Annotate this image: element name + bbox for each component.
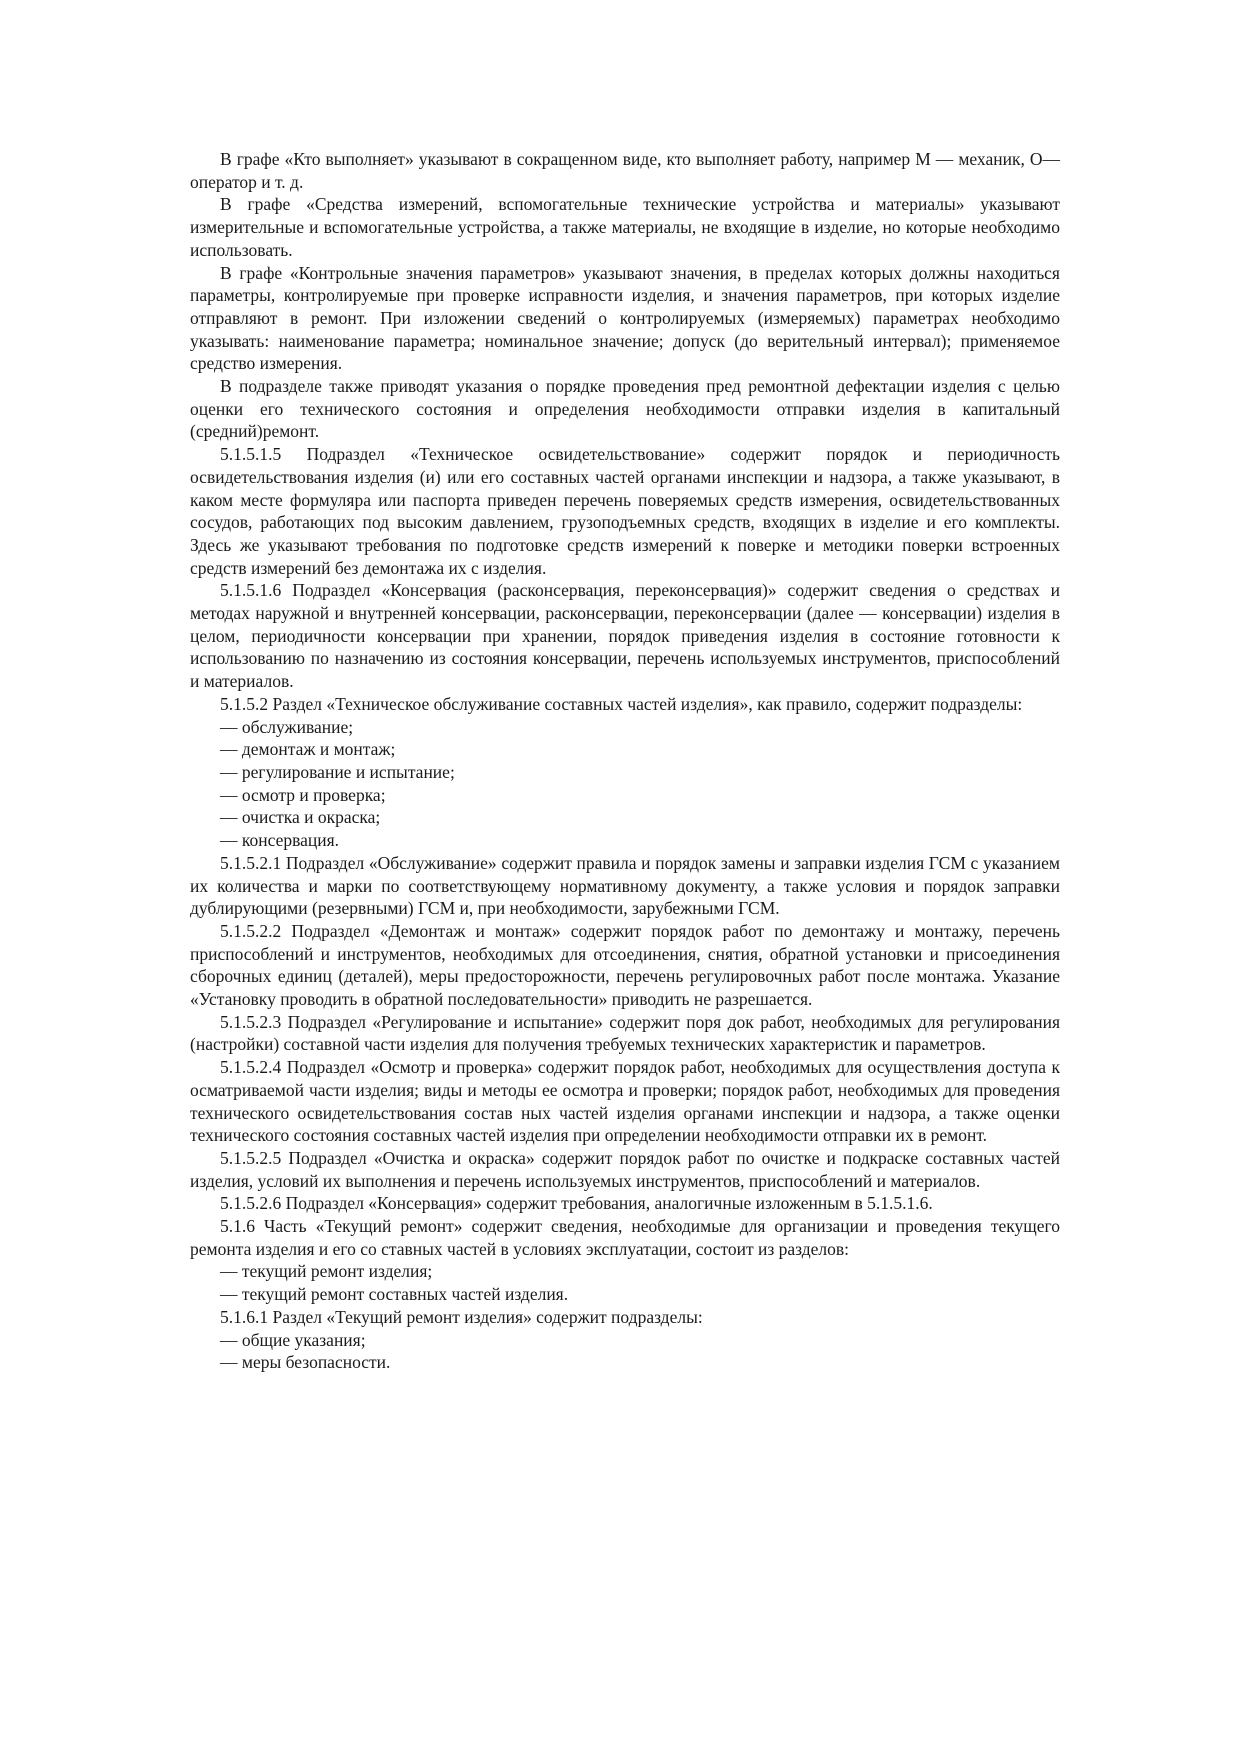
document-page [190, 148, 1060, 1374]
paragraph-who-performs: В графе «Кто выполняет» указывают в сокращенном виде, кто выполняет работу, например М — механик, О— оператор и т. д. [190, 149, 1060, 192]
list-item: — очистка и окраска; [220, 807, 381, 828]
paragraph-5-1-5-2-6: 5.1.5.2.6 Подраздел «Консервация» содержит требования, аналогичные изложенным в 5.1.5.1.6. [220, 1193, 933, 1214]
paragraph-5-1-6: 5.1.6 Часть «Текущий ремонт» содержит сведения, необходимые для организации и проведения текущего ремонта изделия и его со ставных частей в условиях эксплуатации, состоит из разделов: [190, 1216, 1060, 1259]
paragraph-5-1-5-1-5: 5.1.5.1.5 Подраздел «Техническое освидетельствование» содержит порядок и периодичность освидетельствования изделия (и) или его составных частей органами инспекции и надзора, а также указывают, в каком месте формуляра или паспорта приведен перечень поверяемых средств измерения, освидетельствованных сосудов, работающих под высоким давлением, грузоподъемных средств, входящих в изделие и его комплекты. Здесь же указывают требования по подготовке средств измерений к поверке и методики поверки встроенных средств измерений без демонтажа их с изделия. [190, 444, 1060, 578]
paragraph-5-1-5-2-3: 5.1.5.2.3 Подраздел «Регулирование и испытание» содержит поря док работ, необходимых для регулирования (настройки) составной части изделия для получения требуемых технических характеристик и параметров. [190, 1011, 1060, 1055]
subsection-list [190, 716, 1060, 852]
list-item: — текущий ремонт составных частей изделия. [220, 1284, 569, 1305]
paragraph-5-1-5-1-6: 5.1.5.1.6 Подраздел «Консервация (расконсервация, переконсервация)» содержит сведения о средствах и методах наружной и внутренней консервации, расконсервации, переконсервации (далее — консервации) изделия в целом, периодичности консервации при хранении, порядок приведения изделия в состояние готовности к использованию по назначению из состояния консервации, перечень используемых инструментов, приспособлений и материалов. [190, 580, 1060, 692]
paragraph-5-1-5-2-4: 5.1.5.2.4 Подраздел «Осмотр и проверка» содержит порядок работ, необходимых для осуществления доступа к осматриваемой части изделия; виды и методы ее осмотра и проверки; порядок работ, необходимых для проведения технического освидетельствования состав ных частей изделия органами инспекции и надзора, а также оценки технического состояния составных частей изделия при определении необходимости отправки их в ремонт. [190, 1057, 1060, 1146]
paragraph-measuring-means: В графе «Средства измерений, вспомогательные технические устройства и материалы» указывают измерительные и вспомогательные устройства, а также материалы, не входящие в изделие, но которые необходимо использовать. [190, 194, 1060, 260]
list-item: — общие указания; [220, 1329, 366, 1350]
paragraph-5-1-5-2: 5.1.5.2 Раздел «Техническое обслуживание составных частей изделия», как правило, содержит подразделы: [220, 693, 1023, 714]
paragraph-5-1-5-2-2: 5.1.5.2.2 Подраздел «Демонтаж и монтаж» содержит порядок работ по демонтажу и монтажу, перечень приспособлений и инструментов, необходимых для отсоединения, снятия, обратной установки и присоединения сборочных единиц (деталей), меры предосторожности, перечень регулировочных работ после монтажа. Указание «Установку проводить в обратной последовательности» приводить не разрешается. [190, 920, 1060, 1010]
list-item: — меры безопасности. [220, 1352, 391, 1373]
repair-subsections-list [190, 1329, 1060, 1374]
paragraph-5-1-5-2-5: 5.1.5.2.5 Подраздел «Очистка и окраска» содержит порядок работ по очистке и подкраске составных частей изделия, условий их выполнения и перечень используемых инструментов, приспособлений и материалов. [190, 1147, 1060, 1191]
list-item: — демонтаж и монтаж; [220, 739, 396, 760]
list-item: — регулирование и испытание; [220, 761, 455, 782]
paragraph-5-1-6-1: 5.1.6.1 Раздел «Текущий ремонт изделия» содержит подразделы: [220, 1306, 703, 1327]
list-item: — осмотр и проверка; [220, 784, 386, 805]
repair-sections-list [190, 1260, 1060, 1305]
paragraph-5-1-5-2-1: 5.1.5.2.1 Подраздел «Обслуживание» содержит правила и порядок замены и заправки изделия ГСМ с указанием их количества и марки по соответствующему нормативному документу, а также условия и порядок заправки дублирующими (резервными) ГСМ и, при необходимости, зарубежными ГСМ. [190, 852, 1060, 919]
list-item: — текущий ремонт изделия; [220, 1261, 433, 1282]
list-item: — обслуживание; [220, 716, 354, 737]
paragraph-control-values: В графе «Контрольные значения параметров» указывают значения, в пределах которых должны находиться параметры, контролируемые при проверке исправности изделия, и значения параметров, при которых изделие отправляют в ремонт. При изложении сведений о контролируемых (измеряемых) параметрах необходимо указывать: наименование параметра; номинальное значение; допуск (до верительный интервал); применяемое средство измерения. [190, 262, 1060, 374]
paragraph-pre-repair-defectation: В подразделе также приводят указания о порядке проведения пред ремонтной дефектации изделия с целью оценки его технического состояния и определения необходимости отправки изделия в капитальный (средний)ремонт. [190, 376, 1060, 442]
list-item: — консервация. [220, 830, 340, 851]
